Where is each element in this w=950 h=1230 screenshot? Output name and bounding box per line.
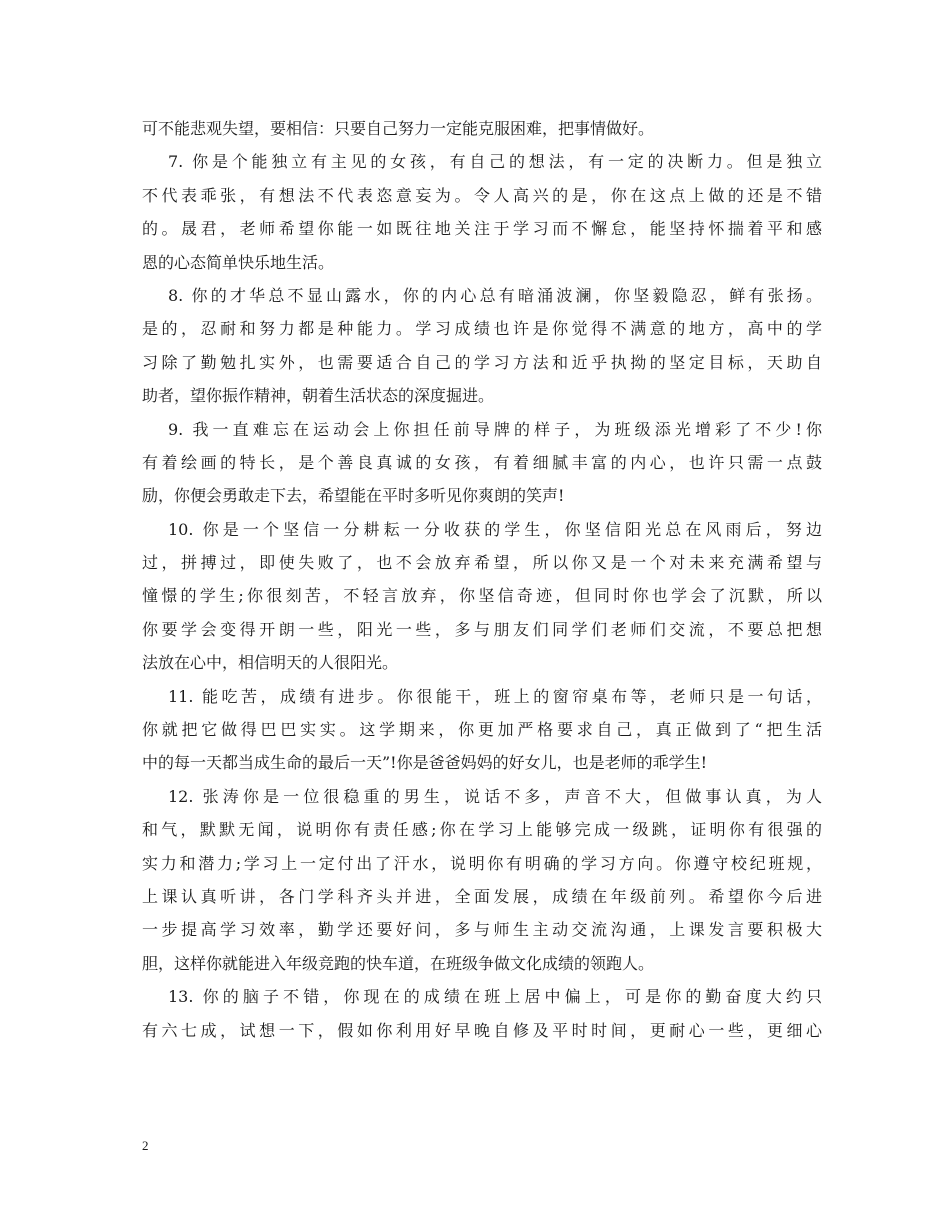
text-line: 法放在心中，相信明天的人很阳光。 (142, 653, 399, 673)
document-body (142, 112, 822, 1047)
text-line: 过，拼搏过，即使失败了，也不会放弃希望，所以你又是一个对未来充满希望与 (142, 553, 822, 573)
text-line: 7. 你是个能独立有主见的女孩，有自己的想法，有一定的决断力。但是独立 (168, 152, 822, 172)
text-line: 你就把它做得巴巴实实。这学期来，你更加严格要求自己，真正做到了“把生活 (142, 720, 822, 740)
text-line: 习除了勤勉扎实外，也需要适合自己的学习方法和近乎执拗的坚定目标，天助自 (142, 352, 822, 372)
text-line: 9. 我一直难忘在运动会上你担任前导牌的样子，为班级添光增彩了不少!你 (168, 419, 822, 439)
text-line: 11. 能吃苦，成绩有进步。你很能干，班上的窗帘桌布等，老师只是一句话， (168, 686, 822, 706)
text-line: 励，你便会勇敢走下去，希望能在平时多听见你爽朗的笑声! (142, 486, 565, 506)
text-line: 你要学会变得开朗一些，阳光一些，多与朋友们同学们老师们交流，不要总把想 (142, 619, 822, 639)
text-line: 的。晟君，老师希望你能一如既往地关注于学习而不懈怠，能坚持怀揣着平和感 (142, 219, 822, 239)
text-line: 有着绘画的特长，是个善良真诚的女孩，有着细腻丰富的内心，也许只需一点鼓 (142, 452, 822, 472)
text-line: 不代表乖张，有想法不代表恣意妄为。令人高兴的是，你在这点上做的还是不错 (142, 185, 822, 205)
text-line: 是的，忍耐和努力都是种能力。学习成绩也许是你觉得不满意的地方，高中的学 (142, 319, 822, 339)
text-line: 助者，望你振作精神，朝着生活状态的深度掘进。 (142, 386, 495, 406)
text-line: 12. 张涛你是一位很稳重的男生，说话不多，声音不大，但做事认真，为人 (168, 786, 822, 806)
text-line: 一步提高学习效率，勤学还要好问，多与师生主动交流沟通，上课发言要积极大 (142, 920, 822, 940)
text-line: 13. 你的脑子不错，你现在的成绩在班上居中偏上，可是你的勤奋度大约只 (168, 987, 822, 1007)
text-line: 上课认真听讲，各门学科齐头并进，全面发展，成绩在年级前列。希望你今后进 (142, 886, 822, 906)
text-line: 中的每一天都当成生命的最后一天”!你是爸爸妈妈的好女儿，也是老师的乖学生! (142, 753, 708, 773)
text-line: 胆，这样你就能进入年级竞跑的快车道，在班级争做文化成绩的领跑人。 (142, 953, 655, 973)
text-line: 和气，默默无闻，说明你有责任感;你在学习上能够完成一级跳，证明你有很强的 (142, 820, 822, 840)
text-line: 恩的心态简单快乐地生活。 (142, 252, 335, 272)
text-line: 可不能悲观失望，要相信：只要自己努力一定能克服困难，把事情做好。 (142, 119, 655, 138)
text-line: 8. 你的才华总不显山露水，你的内心总有暗涌波澜，你坚毅隐忍，鲜有张扬。 (168, 285, 822, 305)
page-number: 2 (142, 1138, 149, 1153)
text-line: 实力和潜力;学习上一定付出了汗水，说明你有明确的学习方向。你遵守校纪班规， (142, 853, 822, 873)
text-line: 憧憬的学生;你很刻苦，不轻言放弃，你坚信奇迹，但同时你也学会了沉默，所以 (142, 586, 822, 606)
text-line: 10. 你是一个坚信一分耕耘一分收获的学生，你坚信阳光总在风雨后，努边 (168, 519, 822, 539)
text-line: 有六七成，试想一下，假如你利用好早晚自修及平时时间，更耐心一些，更细心 (142, 1020, 822, 1040)
